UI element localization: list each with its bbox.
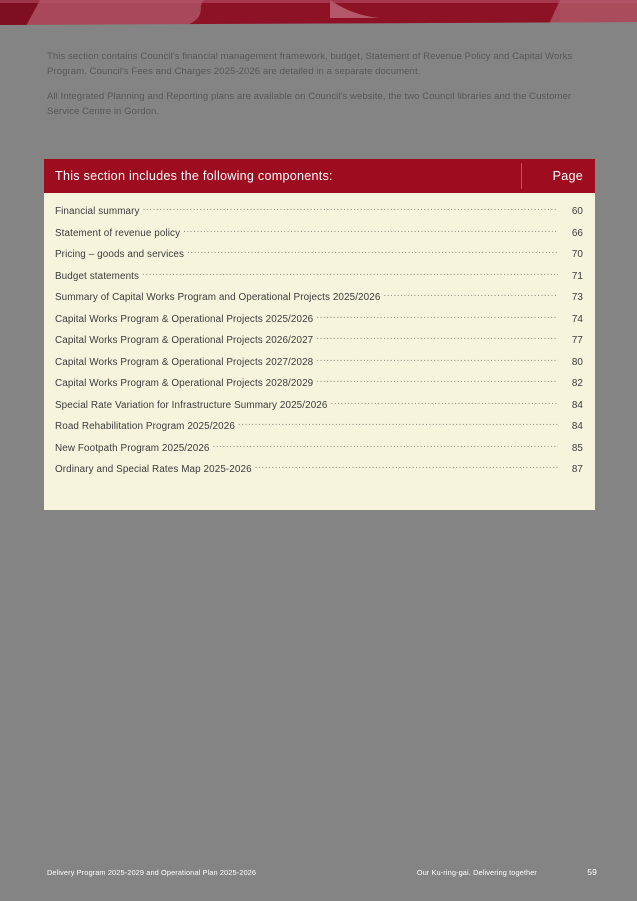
dot-leader: [187, 247, 558, 257]
table-row-page-number: 70: [571, 249, 583, 260]
intro-paragraph-1: This section contains Council's financial management framework, budget, Statement of Revenue Policy and Capital Works Program. Council's Fees and Charges 2025-2026 are detailed in a separate document.: [47, 51, 573, 77]
intro-text-block: [47, 50, 592, 130]
components-table: [44, 159, 595, 510]
table-row-page-number: 87: [571, 464, 583, 475]
components-table-header: [44, 159, 595, 193]
table-row-label: Summary of Capital Works Program and Operational Projects 2025/2026: [55, 292, 381, 303]
table-row-label: Capital Works Program & Operational Projects 2028/2029: [55, 378, 314, 389]
dot-leader: [316, 333, 558, 343]
table-row-page-number: 71: [571, 270, 583, 282]
dot-leader: [383, 290, 558, 300]
table-row[interactable]: [44, 226, 595, 248]
page-footer: [47, 864, 597, 880]
table-row-label: Financial summary: [55, 206, 140, 217]
table-row[interactable]: [44, 441, 595, 463]
table-row-label: Pricing – goods and services: [55, 249, 185, 260]
table-row-label: Statement of revenue policy: [55, 227, 181, 239]
table-row[interactable]: [44, 333, 595, 355]
table-row[interactable]: [44, 355, 595, 377]
dot-leader: [316, 312, 558, 322]
dot-leader: [238, 419, 558, 429]
table-row-page-number: 77: [571, 335, 583, 346]
table-row-page-number: 60: [571, 206, 583, 217]
table-row-label: Capital Works Program & Operational Projects 2026/2027: [55, 335, 314, 346]
table-row[interactable]: [44, 376, 595, 398]
banner-graphic: [0, 0, 637, 26]
table-row-label: Ordinary and Special Rates Map 2025-2026: [55, 464, 252, 475]
table-row-label: Road Rehabilitation Program 2025/2026: [55, 421, 235, 432]
page-top-banner: [0, 0, 637, 26]
dot-leader: [142, 269, 558, 279]
intro-paragraph-2: All Integrated Planning and Reporting plans are available on Council's website, the two Council libraries and the Customer Service Centre in Gordon.: [47, 91, 572, 117]
dot-leader: [316, 376, 558, 386]
table-row[interactable]: [44, 247, 595, 269]
header-column-divider: [521, 163, 522, 189]
table-row[interactable]: [44, 312, 595, 334]
table-row-page-number: 84: [571, 421, 583, 432]
table-row-label: Budget statements: [55, 270, 140, 282]
table-row-page-number: 85: [571, 442, 583, 454]
dot-leader: [213, 441, 558, 451]
table-row-page-number: 84: [571, 399, 583, 411]
table-row[interactable]: [44, 204, 595, 226]
footer-page-number: 59: [587, 867, 597, 877]
table-row-page-number: 66: [571, 227, 583, 239]
dot-leader: [330, 398, 558, 408]
table-row[interactable]: [44, 398, 595, 420]
footer-tagline: Our Ku-ring-gai. Delivering together: [416, 867, 537, 877]
dot-leader: [255, 462, 558, 472]
table-row-page-number: 82: [571, 378, 583, 389]
table-row[interactable]: [44, 290, 595, 312]
table-row-label: New Footpath Program 2025/2026: [55, 442, 210, 454]
components-table-header-title: This section includes the following components:: [55, 169, 333, 183]
table-row[interactable]: [44, 419, 595, 441]
table-row-page-number: 74: [571, 313, 583, 325]
table-row-label: Special Rate Variation for Infrastructure Summary 2025/2026: [55, 399, 328, 411]
table-row-page-number: 80: [571, 356, 583, 368]
dot-leader: [316, 355, 558, 365]
table-row-page-number: 73: [571, 292, 583, 303]
dot-leader: [143, 204, 558, 214]
components-table-body: [44, 193, 595, 510]
dot-leader: [183, 226, 558, 236]
table-row-label: Capital Works Program & Operational Projects 2025/2026: [55, 313, 314, 325]
footer-document-title: Delivery Program 2025-2029 and Operational Plan 2025-2026: [47, 867, 257, 877]
table-row[interactable]: [44, 462, 595, 484]
table-row-label: Capital Works Program & Operational Projects 2027/2028: [55, 356, 314, 368]
components-table-header-page: Page: [552, 169, 583, 183]
table-row[interactable]: [44, 269, 595, 291]
